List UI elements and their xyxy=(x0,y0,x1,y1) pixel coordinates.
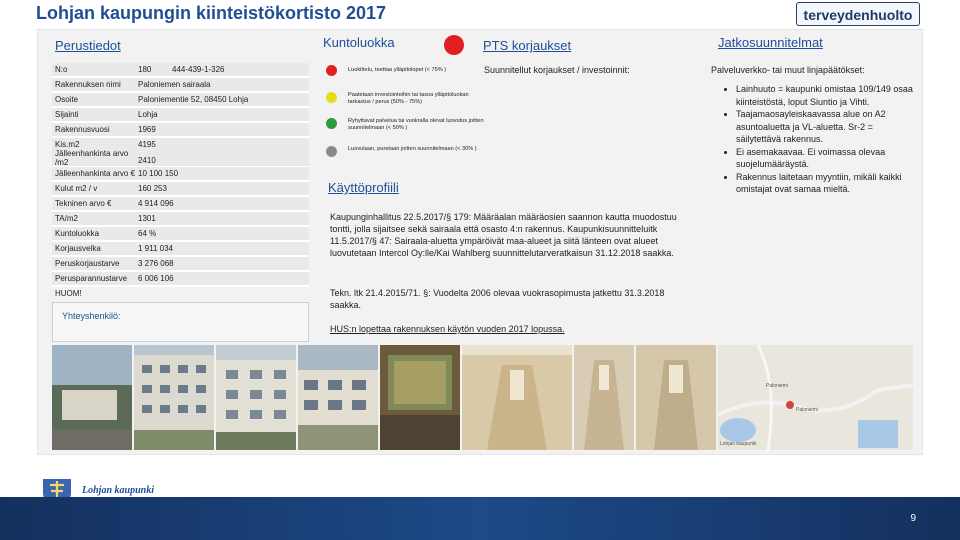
logo-text: Lohjan kaupunki xyxy=(82,485,154,496)
info-row xyxy=(52,197,309,212)
legend-dot-grey xyxy=(326,146,337,157)
info-key: /m2 xyxy=(55,158,69,167)
legend-dot-green xyxy=(326,118,337,129)
info-row xyxy=(52,182,309,197)
section-heading-perustiedot: Perustiedot xyxy=(55,38,121,53)
legend-text: Luovutaan, puretaan joitten suunnitelmaan (< 30% ) xyxy=(348,146,477,152)
info-key: Rakennuksen nimi xyxy=(55,80,121,89)
usage-paragraph-1: Kaupunginhallitus 22.5.2017/§ 179: Määräalan määräosien saannon kautta muodostuu tontti, jolla sijaitsee sekä sairaala että osasto 4:n rakennus. Kaupunkisuunnitteluitk 11.5.2017/§ 47: Sairaala-aluetta ympäröivät maa-alueet ja siitä länteen ovat alueet luovutetaan Intercol Oy:lle/Kai Wahlberg suunnittelutarveratkaisun 31.12.2018 saakka. xyxy=(330,212,677,258)
footer-bar xyxy=(0,497,960,540)
info-key: Jälleenhankinta arvo xyxy=(55,149,129,158)
info-row xyxy=(52,93,309,108)
jatko-bullet: • Lainhuuto = kaupunki omistaa 109/149 osaa kiinteistöstä, loput Siuntio ja Vihti. xyxy=(736,83,915,108)
info-key: Osoite xyxy=(55,95,79,104)
info-row xyxy=(52,78,309,93)
interior-photo-3 xyxy=(574,345,634,450)
info-value: Lohja xyxy=(138,110,158,119)
huom-label: HUOM! xyxy=(55,289,82,298)
condition-status-indicator xyxy=(444,35,464,55)
jatko-bullet: • Taajamaosayleiskaavassa alue on A2 asuntoaluetta ja VL-aluetta. Sr-2 = säilytettävä rakennus. xyxy=(736,108,915,146)
info-value: 10 100 150 xyxy=(138,169,179,178)
info-row xyxy=(52,212,309,227)
legend-text: Luokittelu, teettaa ylläpitolopet (< 75% ) xyxy=(348,67,447,73)
section-heading-kayttoprofiili: Käyttöprofiili xyxy=(328,180,399,195)
info-key: Kis.m2 xyxy=(55,140,80,149)
page-number: 9 xyxy=(910,513,916,524)
pts-subtitle: Suunnitellut korjaukset / investoinnit: xyxy=(484,65,630,75)
info-value: 4 914 096 xyxy=(138,199,174,208)
section-heading-jatko: Jatkosuunnitelmat xyxy=(718,35,823,50)
info-value: 64 % xyxy=(138,229,157,238)
usage-paragraph-2: Tekn. ltk 21.4.2015/71. §: Vuodelta 2006 olevaa vuokrasopimusta jatkettu 31.3.2018 saakka. xyxy=(330,288,665,310)
info-key: Sijainti xyxy=(55,110,79,119)
info-key: Tekninen arvo € xyxy=(55,199,112,208)
interior-photo-1 xyxy=(380,345,460,450)
jatko-subtitle: Palveluverkko- tai muut linjapäätökset: xyxy=(711,65,865,75)
info-row xyxy=(52,242,309,257)
info-key: Kulut m2 / v xyxy=(55,184,98,193)
contact-label: Yhteyshenkilö: xyxy=(62,311,121,321)
usage-paragraph-3: HUS:n lopettaa rakennuksen käytön vuoden 2017 lopussa. xyxy=(330,324,565,334)
interior-photo-4 xyxy=(636,345,716,450)
category-badge: terveydenhuolto xyxy=(796,2,920,26)
building-photo-1 xyxy=(52,345,132,450)
info-value: 1301 xyxy=(138,214,156,223)
info-key: TA/m2 xyxy=(55,214,78,223)
interior-photo-2 xyxy=(462,345,572,450)
legend-dot-yellow xyxy=(326,92,337,103)
building-photo-4 xyxy=(298,345,378,450)
info-key: Perusparannustarve xyxy=(55,274,128,283)
location-map xyxy=(718,345,913,450)
info-key: Kuntoluokka xyxy=(55,229,100,238)
info-key: Korjausvelka xyxy=(55,244,101,253)
info-row xyxy=(52,108,309,123)
info-value-2: 444-439-1-326 xyxy=(172,65,225,74)
info-key: Rakennusvuosi xyxy=(55,125,110,134)
section-heading-kuntoluokka: Kuntoluokka xyxy=(323,35,395,50)
info-row xyxy=(52,167,309,182)
legend-dot-red xyxy=(326,65,337,76)
map-label: Paloniemi xyxy=(796,407,818,413)
info-row xyxy=(52,63,309,78)
info-value: 3 276 068 xyxy=(138,259,174,268)
legend-text: Ryhyttavat palvelua tai vuokralla olevat luovutus joitten suunnitelmaan (< 50% ) xyxy=(348,118,484,131)
info-row xyxy=(52,123,309,138)
info-value: 4195 xyxy=(138,140,156,149)
info-key: N:o xyxy=(55,65,68,74)
info-value: 1 911 034 xyxy=(138,244,173,253)
page-title: Lohjan kaupungin kiinteistökortisto 2017 xyxy=(36,3,387,23)
building-photo-3 xyxy=(216,345,296,450)
legend-text: Paatetaan investointeihin tai tasoa ylläpitoluokan tarkastus / perus (50% - 75%) xyxy=(348,92,469,105)
section-heading-pts: PTS korjaukset xyxy=(483,38,572,53)
info-value: Paloniemen sairaala xyxy=(138,80,211,89)
info-value: 1969 xyxy=(138,125,156,134)
info-row xyxy=(52,272,309,287)
map-label: Paloniemi xyxy=(766,383,788,389)
jatko-bullet: • Ei asemakaavaa. Ei voimassa olevaa suojelumääräystä. xyxy=(736,146,915,171)
info-value: 2410 xyxy=(138,156,156,165)
info-key: Peruskorjaustarve xyxy=(55,259,120,268)
map-attribution: Lohjan kaupunki xyxy=(720,441,757,447)
info-row xyxy=(52,138,309,168)
info-value: Paloniementie 52, 08450 Lohja xyxy=(138,95,249,104)
contact-box xyxy=(52,302,309,342)
jatko-bullet-list xyxy=(722,83,915,196)
info-row xyxy=(52,227,309,242)
info-value: 6 006 106 xyxy=(138,274,174,283)
info-value: 160 253 xyxy=(138,184,167,193)
jatko-bullet: • Rakennus laitetaan myyntiin, mikäli kaikki omistajat ovat samaa mieltä. xyxy=(736,171,915,196)
info-value: 180 xyxy=(138,65,152,74)
info-key: Jälleenhankinta arvo € xyxy=(55,169,136,178)
building-photo-2 xyxy=(134,345,214,450)
info-row xyxy=(52,257,309,272)
